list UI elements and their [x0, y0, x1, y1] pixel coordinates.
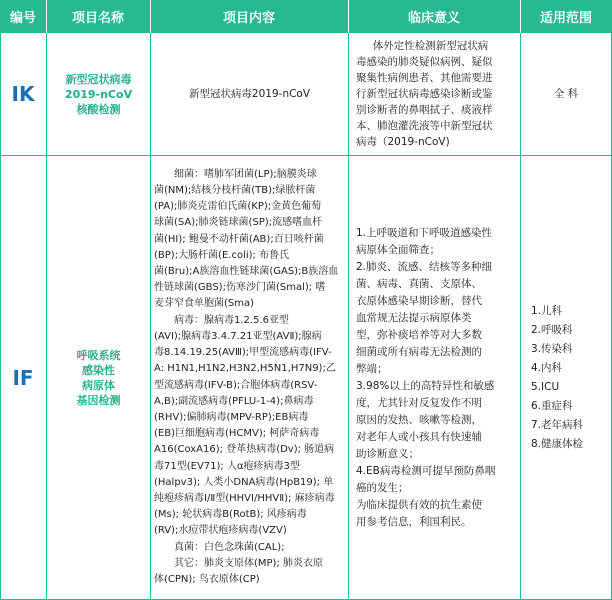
row-ik-content-cell	[151, 33, 348, 155]
row-if-scope-item: 1.儿科	[531, 304, 563, 317]
row-if-meaning-line: 度，尤其针对反复发作不明	[356, 396, 482, 409]
header-divider	[46, 0, 47, 33]
row-ik-code-cell	[0, 33, 46, 155]
row-if-code: IF	[12, 365, 34, 390]
row-ik-meaning-cell	[356, 33, 514, 155]
row-if-meaning	[356, 225, 516, 531]
row-if-scope-item: 3.传染科	[531, 342, 573, 355]
row-if-content-line: 菌(NM);结核分枝杆菌(TB);绿脓杆菌	[154, 185, 316, 197]
row-if-content-line: (PA);肺炎克雷伯氏菌(KP);金黄色葡萄	[154, 201, 322, 213]
row-if-scope-item: 8.健康体检	[531, 437, 584, 450]
row-if-meaning-line: 2.肺炎、流感、结核等多种细	[356, 260, 493, 273]
row-if-content-line: 病毒：腺病毒1.2.5.6亚型	[174, 314, 289, 326]
row-if-meaning-line: 弊端；	[356, 362, 388, 375]
header-content: 项目内容	[222, 11, 275, 26]
row-if-content	[154, 167, 344, 588]
row-if-content-line: 菌(HI); 鲍曼不动杆菌(AB);百日咳杆菌	[154, 233, 324, 245]
row-if-meaning-line: 型，弥补痰培养等对大多数	[356, 328, 482, 341]
row-if-content-line: 麦芽窄食单胞菌(Sma)	[154, 298, 255, 310]
row-if-meaning-line: 血常规无法提示病原体类	[356, 311, 472, 324]
row-if-content-cell	[154, 156, 344, 599]
row-if-scope-item: 5.ICU	[531, 380, 560, 393]
row-if-content-line: (Ms); 轮状病毒B(RotB); 风疹病毒	[154, 509, 307, 521]
row-if-meaning-line: 癌的发生；	[356, 481, 409, 494]
row-if-content-line: A: H1N1,H1N2,H3N2,H5N1,H7N9);乙	[154, 363, 336, 375]
row-ik-meaning-line: 聚集性病例患者、其他需要进	[356, 72, 493, 84]
row-if-content-line: 性链球菌(GBS);伤寒沙门菌(Smal); 嗜	[154, 282, 326, 294]
row-if-meaning-cell	[356, 156, 516, 599]
row-ik-name-line: 核酸检测	[76, 102, 121, 116]
row-if-scope-item: 4.内科	[531, 361, 563, 374]
row-ik-scope: 全 科	[553, 88, 579, 100]
row-if-content-line: (BP);大肠杆菌(E.coli); 布鲁氏	[154, 249, 290, 261]
row-if-name-cell	[47, 156, 150, 599]
header-divider	[150, 0, 151, 33]
row-ik-name-line: 新型冠状病毒	[65, 72, 132, 86]
row-ik-meaning-line: 毒感染的肺炎疑似病例、疑似	[356, 56, 493, 68]
row-if-name-line: 病原体	[82, 378, 115, 392]
row-if-meaning-line: 助诊断意义；	[356, 447, 419, 460]
row-if-name-line: 呼吸系统	[76, 348, 121, 362]
row-if-meaning-line: 4.EB病毒检测可提早预防鼻咽	[356, 464, 496, 477]
row-if-content-line: (EB)巨细胞病毒(HCMV); 柯萨奇病毒	[154, 428, 320, 440]
row-if-meaning-line: 衣原体感染早期诊断，替代	[356, 294, 482, 307]
row-ik-meaning-line: 体外定性检测新型冠状病	[372, 40, 489, 52]
row-if-content-line: (Halpv3); 人类小DNA病毒(HpB19); 单	[154, 476, 334, 488]
row-if-meaning-line: 病原体全面筛查；	[356, 243, 440, 256]
row-if-content-line: 菌(Bru);A族溶血性链球菌(GAS);B族溶血	[154, 266, 339, 278]
row-ik-name-line: 2019-nCoV	[64, 87, 133, 101]
row-if-code-cell	[0, 156, 46, 599]
row-if-meaning-line: 菌、病毒、真菌、支原体、	[356, 277, 482, 290]
row-if-meaning-line: 对老年人或小孩具有快速辅	[356, 430, 482, 443]
row-if-content-line: 型流感病毒(IFV-B);合胞体病毒(RSV-	[154, 379, 318, 391]
row-if-scope	[531, 302, 601, 454]
row-if-content-line: A,B);副流感病毒(PFLU-1-4);鼻病毒	[154, 395, 314, 407]
row-ik-meaning-line: 病毒（2019-nCoV)	[356, 136, 450, 148]
row-ik-meaning-line: 本、肺泡灌洗液等中新型冠状	[356, 120, 493, 132]
row-ik-scope-cell	[521, 33, 611, 155]
row-if-content-line: 细菌：嗜肺军团菌(LP);脑膜炎球	[174, 168, 317, 180]
header-scope: 适用范围	[539, 11, 592, 26]
header-code: 编号	[9, 11, 36, 26]
row-ik-name-cell	[47, 33, 150, 155]
header-name: 项目名称	[71, 11, 124, 26]
header-meaning: 临床意义	[407, 11, 460, 26]
row-if-meaning-line: 用参考信息，利国利民。	[356, 515, 472, 528]
row-if-name-line: 感染性	[82, 363, 115, 377]
row-if-content-line: 纯疱疹病毒Ⅰ/Ⅱ型(HHVⅠ/HHVⅡ); 麻疹病毒	[154, 492, 335, 504]
row-if-meaning-line: 为临床提供有效的抗生素使	[356, 498, 482, 511]
row-if-meaning-line: 原因的发热、咳嗽等检测，	[356, 413, 482, 426]
row-ik-code: IK	[11, 82, 35, 106]
border-line	[348, 33, 349, 600]
row-if-scope-item: 2.呼吸科	[531, 323, 573, 336]
row-if-content-line: 球菌(SA);肺炎链球菌(SP);流感嗜血杆	[154, 217, 323, 229]
row-ik-meaning-line: 行新型冠状病毒感染诊断或鉴	[356, 88, 493, 100]
row-if-content-line: 毒8.14.19.25(AVⅢ);甲型流感病毒(IFV-	[154, 347, 332, 359]
row-if-content-line: A16(CoxA16); 登革热病毒(Dv); 肠道病	[154, 444, 335, 456]
row-if-scope-item: 6.重症科	[531, 399, 573, 412]
row-if-content-line: 真菌：白色念珠菌(CAL);	[174, 541, 285, 553]
row-if-scope-cell	[521, 156, 611, 599]
row-ik-meaning-line: 别诊断者的鼻咽拭子、痰液样	[356, 104, 493, 116]
header-divider	[520, 0, 521, 33]
row-if-content-line: 体(CPN); 鸟衣原体(CP)	[154, 573, 260, 585]
row-if-meaning-line: 1.上呼吸道和下呼吸道感染性	[356, 226, 493, 239]
row-if-scope-item: 7.老年病科	[531, 418, 584, 431]
row-if-content-line: (RV);水痘带状疱疹病毒(VZV)	[154, 525, 287, 537]
row-if-name-line: 基因检测	[76, 393, 121, 407]
row-ik-content: 新型冠状病毒2019-nCoV	[188, 88, 311, 100]
row-if-content-line: (RHV);偏肺病毒(MPV-RP);EB病毒	[154, 411, 309, 423]
row-if-meaning-line: 细菌或所有病毒无法检测的	[356, 345, 482, 358]
row-if-meaning-line: 3.98%以上的高特异性和敏感	[356, 379, 495, 392]
row-if-content-line: 其它：肺炎支原体(MP); 肺炎衣原	[174, 557, 324, 569]
header-divider	[348, 0, 349, 33]
row-if-content-line: 毒71型(EV71); 人α疱疹病毒3型	[154, 460, 300, 472]
row-if-content-line: (AVⅠ);腺病毒3.4.7.21亚型(AVⅡ);腺病	[154, 330, 322, 342]
